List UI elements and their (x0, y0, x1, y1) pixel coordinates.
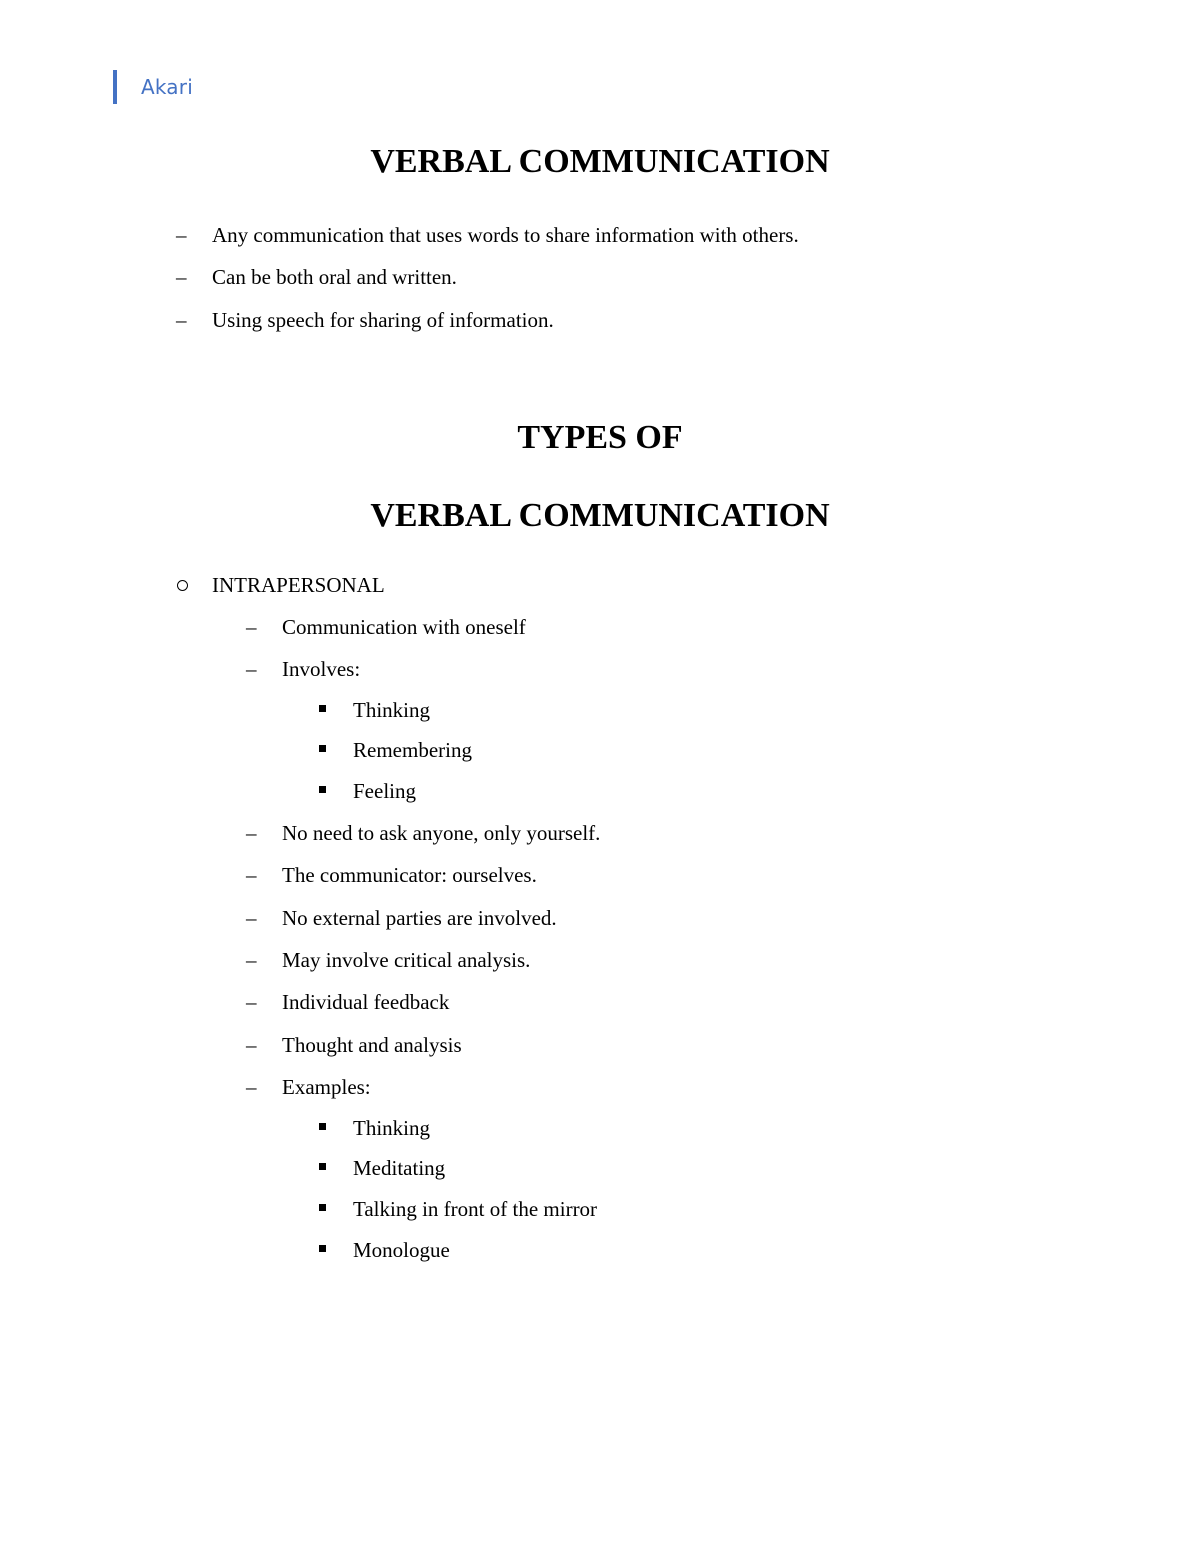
header-author: Akari (141, 75, 193, 99)
section2-title-line2: VERBAL COMMUNICATION (370, 497, 830, 534)
dash-marker: – (246, 821, 257, 845)
square-bullet-icon (319, 1163, 326, 1170)
section1-bullet: Any communication that uses words to share information with others. (212, 223, 799, 247)
dash-marker: – (246, 1033, 257, 1057)
section1-bullet: Using speech for sharing of information. (212, 308, 554, 332)
type-item: Examples: (282, 1075, 371, 1099)
square-bullet-icon (319, 1245, 326, 1252)
dash-marker: – (246, 1075, 257, 1099)
involves-item: Feeling (353, 779, 416, 803)
dash-marker: – (246, 906, 257, 930)
type-item: No external parties are involved. (282, 906, 557, 930)
type-item: Communication with oneself (282, 615, 526, 639)
example-item: Thinking (353, 1116, 430, 1140)
section1-bullet: Can be both oral and written. (212, 265, 457, 289)
square-bullet-icon (319, 705, 326, 712)
dash-marker: – (246, 615, 257, 639)
dash-marker: – (246, 863, 257, 887)
example-item: Talking in front of the mirror (353, 1197, 598, 1221)
involves-item: Remembering (353, 738, 472, 762)
circle-bullet-icon (177, 580, 188, 591)
page-header (113, 70, 193, 104)
dash-marker: – (176, 265, 187, 289)
dash-marker: – (176, 223, 187, 247)
example-item: Meditating (353, 1156, 446, 1180)
square-bullet-icon (319, 1123, 326, 1130)
involves-item: Thinking (353, 698, 430, 722)
square-bullet-icon (319, 745, 326, 752)
square-bullet-icon (319, 786, 326, 793)
dash-marker: – (246, 948, 257, 972)
dash-marker: – (176, 308, 187, 332)
type-item: Involves: (282, 657, 361, 681)
section1-title: VERBAL COMMUNICATION (370, 143, 830, 180)
section2-title-line1: TYPES OF (517, 419, 683, 456)
type-item: May involve critical analysis. (282, 948, 531, 972)
type-item: No need to ask anyone, only yourself. (282, 821, 601, 845)
type-label: INTRAPERSONAL (212, 573, 385, 597)
header-accent-bar (113, 70, 117, 104)
dash-marker: – (246, 657, 257, 681)
type-item: Thought and analysis (282, 1033, 462, 1057)
example-item: Monologue (353, 1238, 450, 1262)
dash-marker: – (246, 990, 257, 1014)
type-item: Individual feedback (282, 990, 450, 1014)
type-item: The communicator: ourselves. (282, 863, 537, 887)
square-bullet-icon (319, 1204, 326, 1211)
